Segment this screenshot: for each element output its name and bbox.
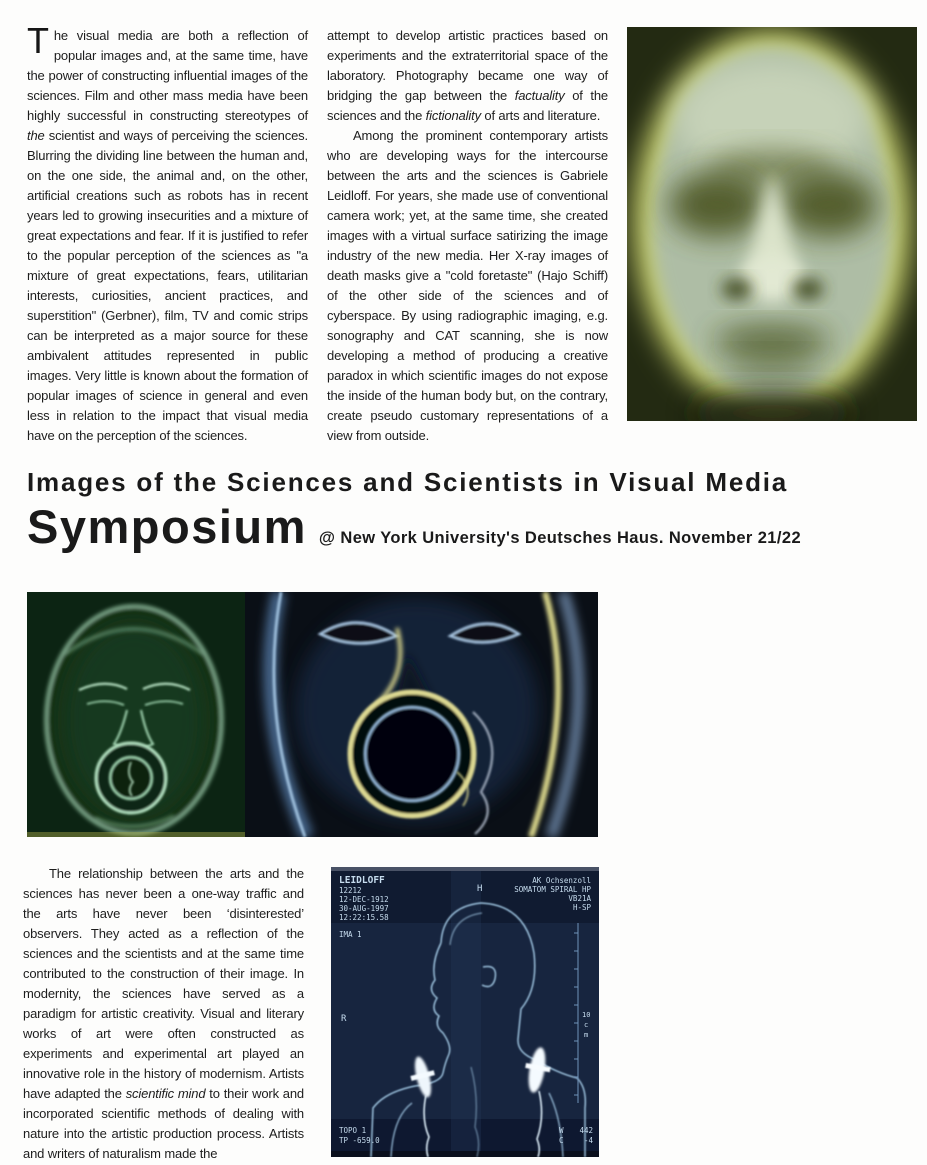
title-block	[27, 467, 907, 554]
text-run: he visual media are both a reflection of popular images and, at the same time, have the power of constructing influential images of the sciences. Film and other mass media have been highly successful in constructing stereotypes of	[27, 28, 308, 123]
intro-column-right	[327, 26, 608, 446]
ct-mode: H-SP	[572, 903, 591, 912]
drop-cap: T	[27, 20, 49, 61]
chin-shadow	[726, 353, 818, 373]
ct-scanner-model: SOMATOM SPIRAL HP	[514, 885, 591, 894]
xray-masks-illustration	[27, 592, 598, 837]
leidloff-paragraph: Among the prominent contemporary artists who are developing ways for the intercourse between the arts and the sciences is Gabriele Leidloff. For years, she made use of conventional camera work; yet, at the same time, she created images with a virtual surface satirizing the image industry of the new media. Her X-ray images of death masks give a "cold foretaste" (Hajo Schiff) of the other side of the sciences and of cyberspace. By using radiographic imaging, e.g. sonography and CAT scanning, she is now developing a method of producing a creative paradox in which scientific images do not expose the inside of the human body but, on the contrary, create pseudo customary representations of a view from outside.	[327, 128, 608, 443]
bottom-column	[23, 864, 304, 1164]
blue-mask-panel	[245, 592, 598, 837]
ct-photo-top-edge	[331, 867, 599, 871]
text-run: The relationship between the arts and the sciences has never been a one-way traffic and the arts have never been ‘disinterested’ observers. They acted as a reflection of the sciences and the scientists and at the same time contributed to the construction of their image. In modernity, the sciences have served as a paradigm for artistic creativity. Visual and literary works of art were often constructed as experiments and experimental art played an innovative role in the history of modernism. Artists have adapted the	[23, 866, 304, 1101]
xray-death-mask-photo	[627, 27, 917, 421]
ct-software-version: VB21A	[568, 894, 591, 903]
text-run-italic: fictionality	[425, 108, 481, 123]
ct-patient-name: LEIDLOFF	[339, 875, 385, 886]
ct-image-number: IMA 1	[339, 930, 362, 939]
page-title: Images of the Sciences and Scientists in Visual Media	[27, 467, 789, 497]
xray-masks-photo	[27, 592, 598, 837]
ct-window-label: W	[559, 1126, 564, 1135]
ct-center-label: C	[559, 1136, 564, 1145]
ct-birth-date: 12-DEC-1912	[339, 895, 389, 904]
ct-topogram-illustration	[331, 867, 599, 1157]
text-run: of the sciences and the	[327, 88, 608, 123]
text-run: scientist and ways of perceiving the sciences. Blurring the dividing line between the human and, on the one side, the animal and, on the other, artificial creations such as robots has in recent years led to growing insecurities and a mixture of great expectations and fear. If it is justified to refer to the popular perception of the sciences as "a mixture of great expectations, fears, utilitarian interests, curiosities, ancient practices, and superstition" (Gerbner), film, TV and comic strips can be interpreted as a major source for these ambivalent attitudes represented in public images. Very little is known about the formation of popular images of science in general and even less in relation to the impact that visual media have on the perception of the sciences.	[27, 128, 308, 443]
ct-hospital: AK Ochsenzoll	[532, 876, 591, 885]
nostril-shadow-left	[722, 279, 752, 299]
text-run: to their work and incorporated scientific methods of dealing with nature into the artistic production process. Artists and writers of naturalism made the	[23, 1086, 305, 1161]
nose-tip	[741, 256, 803, 302]
arts-sciences-paragraph	[23, 864, 304, 1164]
eye-socket-right	[781, 173, 877, 237]
eye-socket-left	[669, 173, 765, 237]
text-run-italic: scientific mind	[125, 1086, 206, 1101]
ct-scale-10: 10	[582, 1011, 591, 1019]
text-run-italic: the	[27, 128, 45, 143]
intro-paragraph	[27, 20, 308, 446]
ct-scale-c: c	[584, 1021, 589, 1029]
mouth-shadow	[714, 327, 830, 355]
ct-scan-time: 12:22:15.58	[339, 913, 389, 922]
ct-patient-id: 12212	[339, 886, 362, 895]
nostril-shadow-right	[793, 279, 823, 299]
ct-scan-date: 30-AUG-1997	[339, 904, 389, 913]
ct-orientation-h: H	[477, 884, 483, 894]
intro-column-left	[27, 20, 308, 446]
ct-topo-label: TOPO 1	[339, 1126, 367, 1135]
xray-face-illustration	[627, 27, 917, 421]
ct-window-value: 442	[579, 1126, 593, 1135]
title-row	[27, 499, 907, 554]
continuation-paragraph	[327, 26, 608, 126]
text-run-italic: factuality	[514, 88, 565, 103]
text-run: of arts and literature.	[480, 108, 601, 123]
green-bottom-edge	[27, 832, 245, 837]
ct-tp-value: TP -659.0	[339, 1136, 380, 1145]
ct-topogram-photo	[331, 867, 599, 1157]
ct-scale-m: m	[584, 1031, 589, 1039]
ct-orientation-r: R	[341, 1014, 347, 1024]
ct-center-value: -4	[583, 1136, 593, 1145]
blue-mouth-inner-ring	[365, 707, 459, 801]
green-mask-panel	[27, 592, 245, 837]
symposium-title: Symposium	[27, 500, 307, 553]
text-run: attempt to develop artistic practices based on experiments and the extraterritorial space of the laboratory. Photography became one way of bridging the gap between the	[327, 28, 608, 103]
venue-date-subtitle: @ New York University's Deutsches Haus. November 21/22	[318, 529, 802, 547]
